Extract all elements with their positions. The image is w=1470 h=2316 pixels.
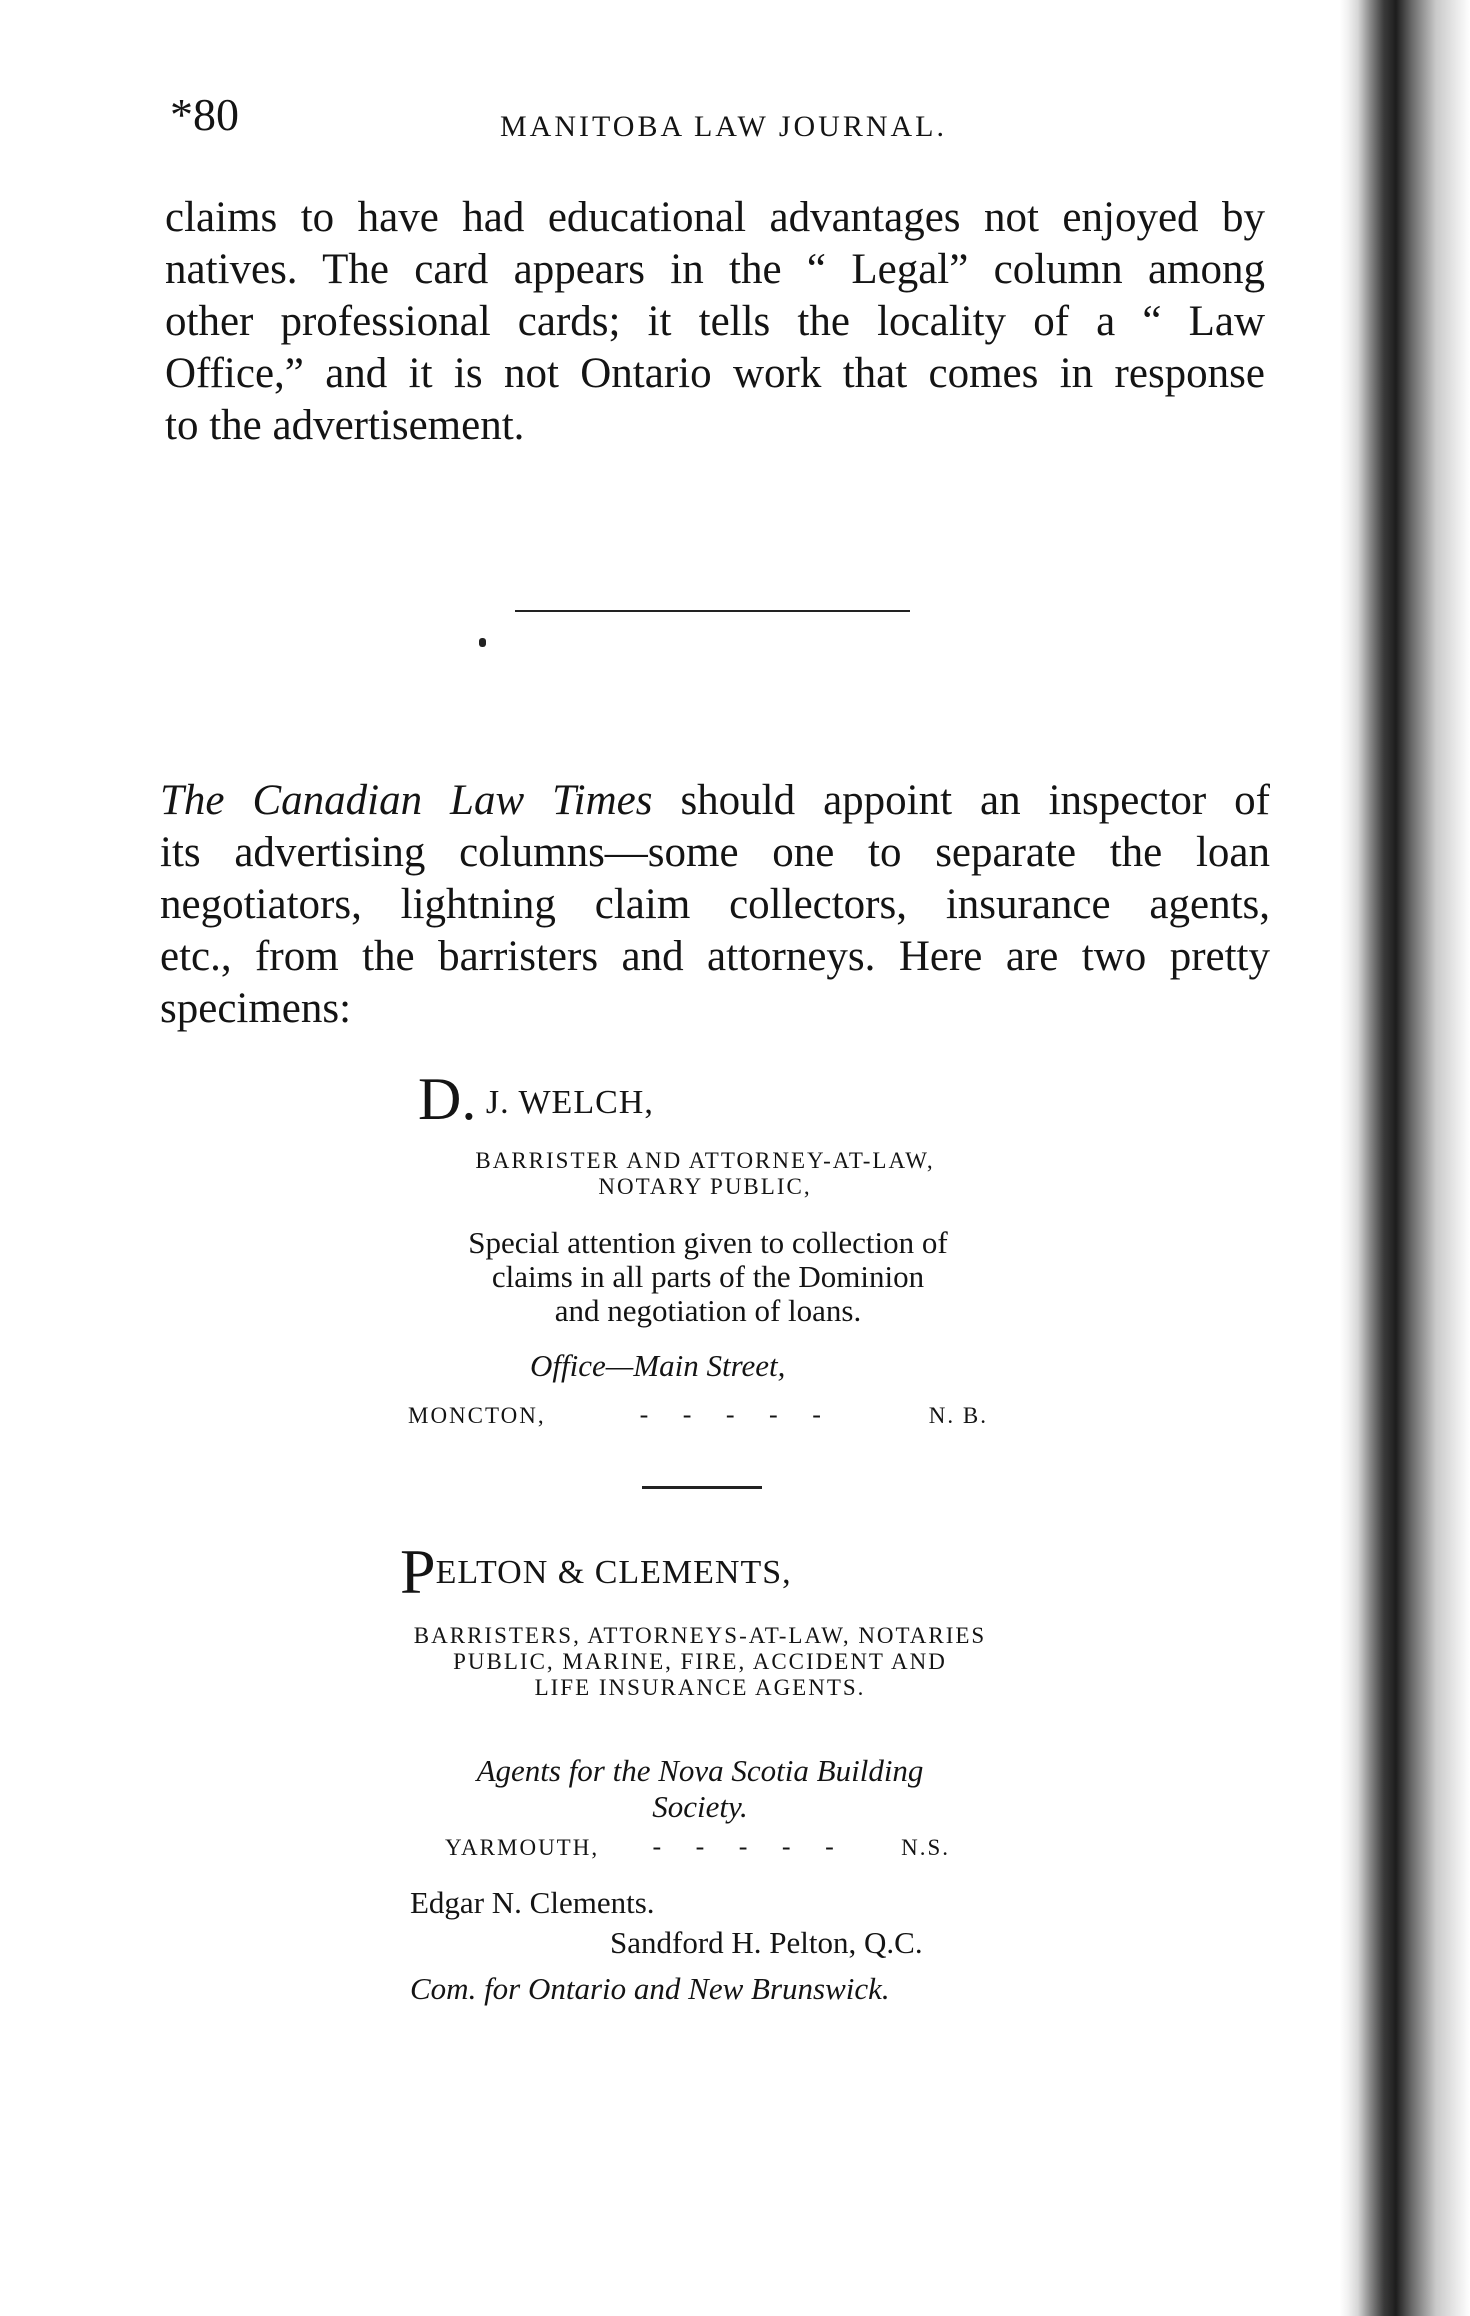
drop-initial: P xyxy=(400,1536,436,1607)
role-line: PUBLIC, MARINE, FIRE, ACCIDENT AND xyxy=(453,1649,947,1674)
name-text: ELTON & CLEMENTS, xyxy=(435,1554,792,1591)
leader-dashes: - - - - - xyxy=(652,1832,848,1861)
partner-pelton: Sandford H. Pelton, Q.C. xyxy=(610,1925,923,1960)
text-line: its advertising columns—some one to separate the loan xyxy=(160,829,1270,876)
card-welch-role xyxy=(420,1148,990,1200)
desc-line: Special attention given to collection of xyxy=(468,1225,948,1260)
card-welch-description xyxy=(418,1226,998,1328)
text-line: natives. The card appears in the “ Legal” column among xyxy=(165,246,1265,293)
paragraph-claims xyxy=(165,192,1265,452)
card-welch-name xyxy=(418,1065,654,1134)
card-pelton-role xyxy=(380,1623,1020,1701)
card-divider xyxy=(642,1486,762,1489)
partner-clements: Edgar N. Clements. xyxy=(410,1885,655,1920)
town: YARMOUTH, xyxy=(445,1835,600,1860)
drop-initial: D. xyxy=(418,1066,477,1132)
agents-text: Society. xyxy=(652,1789,748,1824)
role-line: NOTARY PUBLIC, xyxy=(598,1174,812,1199)
card-welch-office xyxy=(530,1348,785,1384)
role-line: BARRISTERS, ATTORNEYS-AT-LAW, NOTARIES xyxy=(413,1623,987,1648)
card-pelton-name xyxy=(400,1535,792,1609)
agents-line xyxy=(410,1753,990,1789)
text-line: specimens: xyxy=(160,985,352,1032)
text-line: claims to have had educational advantages not enjoyed by xyxy=(165,194,1265,241)
section-divider xyxy=(515,610,910,612)
agents-line xyxy=(410,1789,990,1825)
province: N.S. xyxy=(901,1835,950,1860)
agents-text: Agents for the Nova Scotia Building xyxy=(476,1753,924,1788)
ink-speck xyxy=(479,638,486,647)
text-line xyxy=(160,775,1270,827)
page-number: *80 xyxy=(170,89,239,140)
role-line: LIFE INSURANCE AGENTS. xyxy=(534,1675,866,1700)
running-title: MANITOBA LAW JOURNAL. xyxy=(500,110,947,143)
desc-line: claims in all parts of the Dominion xyxy=(491,1259,925,1294)
commission-line xyxy=(410,1971,890,2007)
text-line: to the advertisement. xyxy=(165,402,525,449)
office-text: Office—Main Street, xyxy=(530,1348,786,1383)
text-fragment: should appoint an inspector of xyxy=(680,777,1270,824)
text-line: other professional cards; it tells the locality of a “ Law xyxy=(165,298,1265,345)
leader-dashes: - - - - - xyxy=(639,1400,835,1429)
card-pelton-agents xyxy=(410,1753,990,1825)
card-pelton-location xyxy=(445,1832,950,1862)
publication-title: The Canadian Law Times xyxy=(160,777,653,824)
role-line: BARRISTER AND ATTORNEY-AT-LAW, xyxy=(475,1148,935,1173)
book-binding-shadow xyxy=(1340,0,1470,2316)
province: N. B. xyxy=(928,1403,988,1428)
text-line: etc., from the barristers and attorneys. Here are two pretty xyxy=(160,933,1270,980)
town: MONCTON, xyxy=(408,1403,546,1428)
card-welch-location xyxy=(408,1400,988,1430)
paragraph-law-times xyxy=(160,775,1270,1035)
text-line: negotiators, lightning claim collectors, insurance agents, xyxy=(160,881,1270,928)
commission-text: Com. for Ontario and New Brunswick. xyxy=(410,1971,890,2006)
desc-line: and negotiation of loans. xyxy=(554,1293,862,1328)
text-line: Office,” and it is not Ontario work that comes in response xyxy=(165,350,1265,397)
name-text: J. WELCH, xyxy=(485,1084,654,1121)
